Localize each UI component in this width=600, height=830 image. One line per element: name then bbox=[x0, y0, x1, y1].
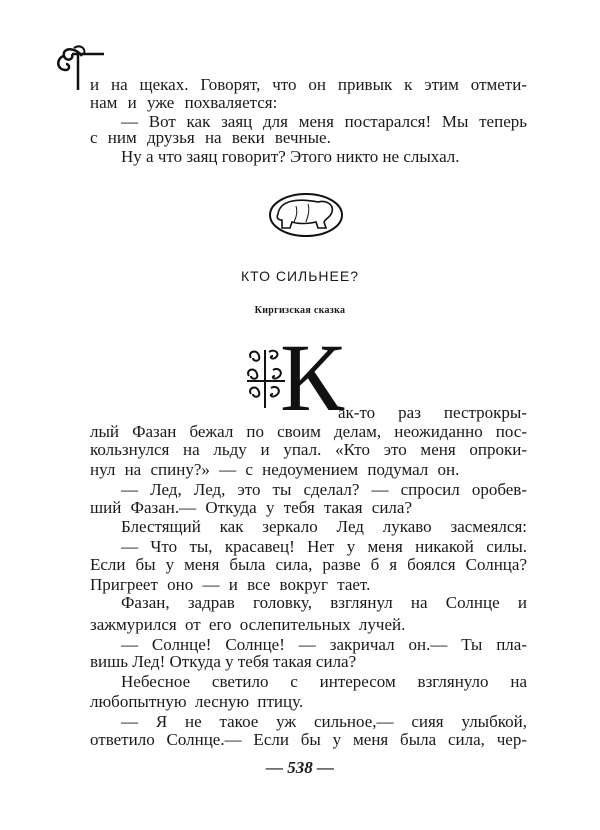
text-line: нам и уже похваляется: bbox=[90, 93, 278, 112]
text-line: — Вот как заяц для меня постарался! Мы теперь bbox=[121, 112, 527, 131]
drop-cap-letter: К bbox=[280, 324, 345, 431]
story-subtitle: Киргизская сказка bbox=[254, 305, 346, 316]
text-line: лый Фазан бежал по своим делам, неожиданно пос- bbox=[90, 422, 527, 441]
text-line: вишь Лед! Откуда у тебя такая сила? bbox=[90, 652, 357, 671]
text-line: ответило Солнце.— Если бы у меня была сила, чер- bbox=[90, 730, 527, 749]
text-line: Небесное светило с интересом взглянуло на bbox=[121, 672, 527, 691]
text-line: ший Фазан.— Откуда у тебя такая сила? bbox=[90, 498, 413, 517]
text-line: Если бы у меня была сила, разве б я боялся Солнца? bbox=[90, 555, 527, 574]
text-line: нул на спину?» — с недоумением подумал он. bbox=[90, 460, 460, 479]
text-line: — Я не такое уж сильное,— сияя улыбкой, bbox=[121, 712, 527, 731]
text-line: — Солнце! Солнце! — закричал он.— Ты пла- bbox=[121, 635, 527, 654]
bear-illustration bbox=[268, 192, 344, 238]
text-line: с ним друзья на веки вечные. bbox=[90, 128, 331, 147]
text-line: кользнулся на льду и упал. «Кто это меня опроки- bbox=[90, 440, 527, 459]
text-line: любопытную лесную птицу. bbox=[90, 692, 304, 711]
text-line: Ну а что заяц говорит? Этого никто не слыхал. bbox=[121, 147, 460, 166]
page-number: — 538 — bbox=[266, 758, 334, 777]
text-line: Фазан, задрав головку, взглянул на Солнце и bbox=[121, 593, 527, 612]
text-line: зажмурился от его ослепительных лучей. bbox=[90, 615, 406, 634]
text-line: ак-то раз пестрокры- bbox=[338, 403, 527, 422]
text-line: — Что ты, красавец! Нет у меня никакой силы. bbox=[121, 537, 527, 556]
text-line: Пригреет оно — и все вокруг тает. bbox=[90, 575, 371, 594]
story-title: КТО СИЛЬНЕЕ? bbox=[241, 268, 359, 284]
text-line: Блестящий как зеркало Лед лукаво засмеялся: bbox=[121, 517, 527, 536]
text-line: — Лед, Лед, это ты сделал? — спросил оробев- bbox=[121, 480, 527, 499]
text-line: и на щеках. Говорят, что он привык к этим отмети- bbox=[90, 75, 527, 94]
